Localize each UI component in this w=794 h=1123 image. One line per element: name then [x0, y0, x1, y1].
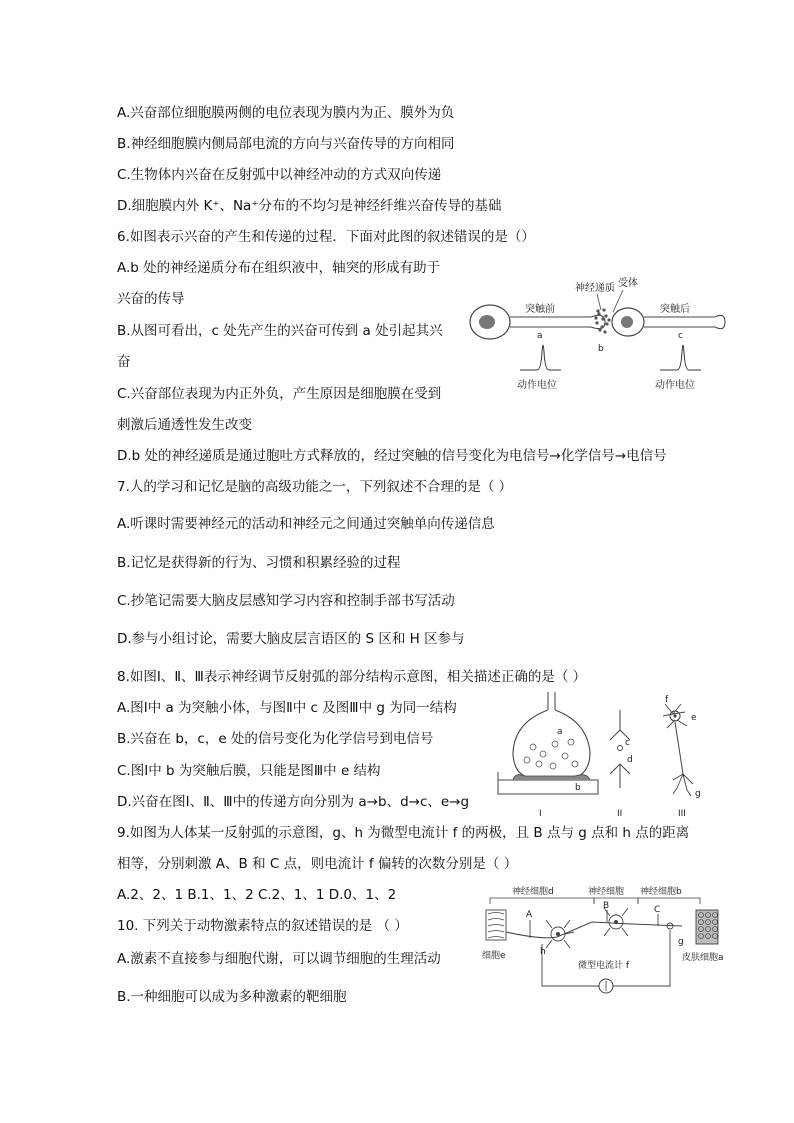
- label-neurotransmitter: 神经递质: [575, 283, 615, 294]
- label-g: g: [678, 937, 684, 947]
- option-5c: C.生物体内兴奋在反射弧中以神经冲动的方式双向传递: [117, 167, 442, 183]
- option-5a: A.兴奋部位细胞膜两侧的电位表现为膜内为正、膜外为负: [117, 105, 455, 121]
- label-neuron-b: 神经细胞b: [640, 887, 682, 897]
- option-6c-1: C.兴奋部位表现为内正外负，产生原因是细胞膜在受到: [117, 386, 442, 402]
- reflex-arc-figure: [482, 882, 730, 1000]
- option-10a: A.激素不直接参与细胞代谢，可以调节细胞的生理活动: [117, 951, 441, 967]
- option-8a: A.图Ⅰ中 a 为突触小体，与图Ⅱ中 c 及图Ⅲ中 g 为同一结构: [117, 700, 457, 716]
- question-10: 10. 下列关于动物激素特点的叙述错误的是 （ ）: [117, 918, 408, 934]
- label-c: c: [678, 331, 683, 341]
- question-9-line2: 相等，分别刺激 A、B 和 C 点，则电流计 f 偏转的次数分别是（ ）: [117, 856, 518, 872]
- label-skin-cell: 皮肤细胞a: [682, 953, 724, 963]
- options-9: A.2、2、1 B.1、1、2 C.2、1、1 D.0、1、2: [117, 887, 397, 903]
- option-6c-2: 刺激后通透性发生改变: [117, 417, 252, 433]
- label-microammeter: 微型电流计 f: [578, 961, 630, 971]
- label-neuron-mid: 神经细胞: [588, 887, 625, 897]
- option-8c: C.图Ⅰ中 b 为突触后膜，只能是图Ⅲ中 e 结构: [117, 763, 381, 779]
- option-8d: D.兴奋在图Ⅰ、Ⅱ、Ⅲ中的传递方向分别为 a→b、d→c、e→g: [117, 794, 470, 810]
- label-8-g: g: [695, 789, 701, 799]
- label-h: h: [540, 947, 546, 957]
- label-point-A: A: [526, 910, 533, 920]
- label-8-III: III: [678, 809, 686, 819]
- label-action-potential-1: 动作电位: [517, 380, 557, 391]
- option-7d: D.参与小组讨论，需要大脑皮层言语区的 S 区和 H 区参与: [117, 631, 465, 647]
- option-7a: A.听课时需要神经元的活动和神经元之间通过突触单向传递信息: [117, 516, 495, 532]
- option-6b-2: 奋: [117, 354, 131, 370]
- label-8-e: e: [691, 713, 697, 723]
- label-8-b: b: [575, 783, 581, 793]
- option-6a-1: A.b 处的神经递质分布在组织液中，轴突的形成有助于: [117, 260, 441, 276]
- reflex-structures-figure: [495, 692, 725, 820]
- option-10b: B.一种细胞可以成为多种激素的靶细胞: [117, 989, 347, 1005]
- label-8-a: a: [557, 727, 563, 737]
- option-6b-1: B.从图可看出，c 处先产生的兴奋可传到 a 处引起其兴: [117, 323, 443, 339]
- label-action-potential-2: 动作电位: [655, 380, 695, 391]
- synapse-figure: [465, 272, 730, 396]
- label-b: b: [598, 344, 604, 354]
- option-7c: C.抄笔记需要大脑皮层感知学习内容和控制手部书写活动: [117, 593, 455, 609]
- option-6d: D.b 处的神经递质是通过胞吐方式释放的，经过突触的信号变化为电信号→化学信号→电信号: [117, 448, 667, 464]
- option-8b: B.兴奋在 b，c，e 处的信号变化为化学信号到电信号: [117, 731, 434, 747]
- question-9-line1: 9.如图为人体某一反射弧的示意图，g、h 为微型电流计 f 的两极，且 B 点与 g 点和 h 点的距离: [117, 825, 690, 841]
- label-8-d: d: [627, 755, 633, 765]
- question-7: 7.人的学习和记忆是脑的高级功能之一，下列叙述不合理的是（ ）: [117, 479, 513, 495]
- label-point-C: C: [654, 905, 661, 915]
- option-5b: B.神经细胞膜内侧局部电流的方向与兴奋传导的方向相同: [117, 136, 455, 152]
- option-7b: B.记忆是获得新的行为、习惯和积累经验的过程: [117, 555, 401, 571]
- option-5d: D.细胞膜内外 K⁺、Na⁺分布的不均匀是神经纤维兴奋传导的基础: [117, 198, 502, 214]
- label-8-II: II: [617, 809, 623, 819]
- question-6: 6.如图表示兴奋的产生和传递的过程．下面对此图的叙述错误的是（）: [117, 229, 535, 245]
- label-8-c: c: [625, 738, 630, 748]
- label-neuron-d: 神经细胞d: [512, 887, 554, 897]
- label-point-B: B: [603, 901, 610, 911]
- label-presynaptic: 突触前: [525, 304, 555, 315]
- label-8-I: I: [539, 809, 542, 819]
- label-8-f: f: [665, 695, 669, 705]
- label-receptor: 受体: [618, 278, 638, 289]
- label-a: a: [537, 331, 543, 341]
- label-cell-e: 细胞e: [482, 951, 506, 961]
- option-6a-2: 兴奋的传导: [117, 291, 185, 307]
- label-postsynaptic: 突触后: [660, 304, 690, 315]
- question-8: 8.如图Ⅰ、Ⅱ、Ⅲ表示神经调节反射弧的部分结构示意图，相关描述正确的是（ ）: [117, 669, 587, 685]
